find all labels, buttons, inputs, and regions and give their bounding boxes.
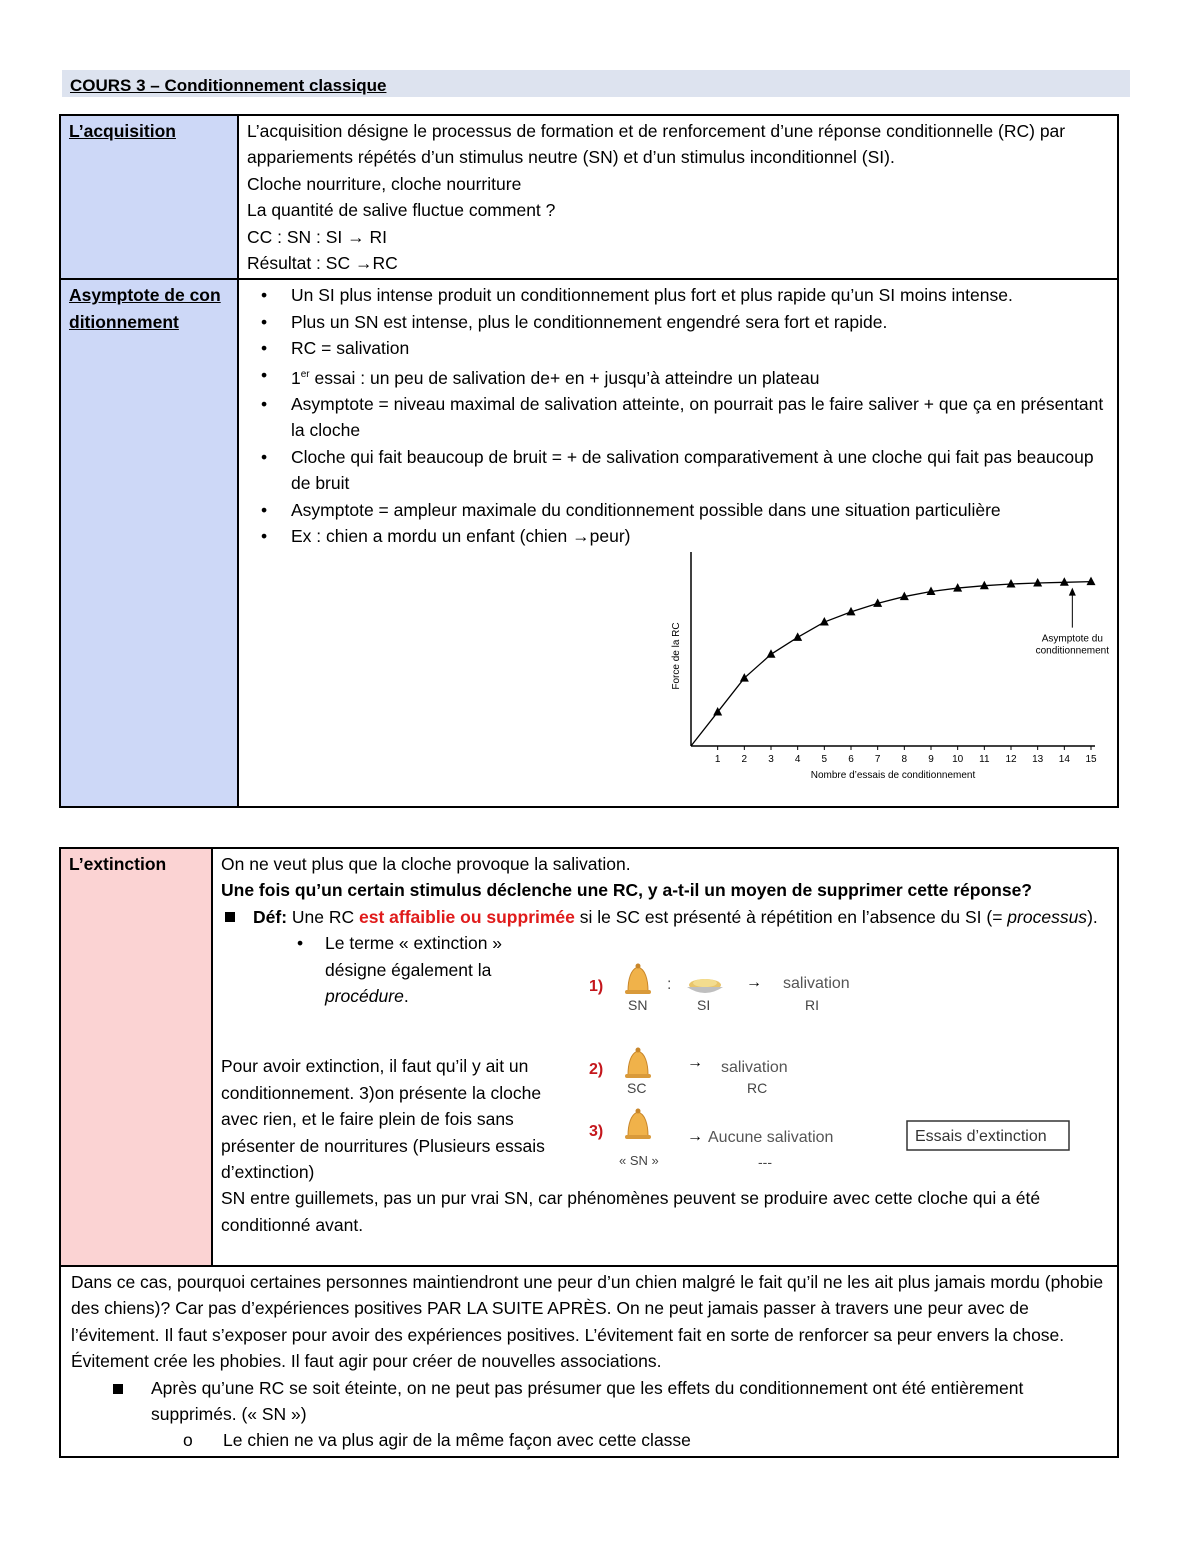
list-item: • Un SI plus intense produit un conditionnement plus fort et plus rapide qu’un SI moins intense. — [291, 282, 1109, 308]
page-title: COURS 3 – Conditionnement classique — [70, 76, 387, 95]
bottom-paragraph: Dans ce cas, pourquoi certaines personnes maintiendront une peur d’un chien malgré le fait qu’il ne les ait plus jamais mordu (phobie des chiens)? Car pas d’expériences positives PAR LA SUITE APRÈS. On ne peut jamais passer à travers une peur avec de l’évitement. Il faut s’exposer pour avoir des expériences positives. L’évitement fait en sorte de renforcer sa peur envers la chose. Évitement crée les phobies. Il faut agir pour créer de nouvelles associations. — [71, 1272, 1104, 1372]
acquisition-content — [238, 115, 1118, 279]
x-tick-label: 11 — [979, 754, 990, 766]
acquisition-label: L’acquisition — [60, 115, 238, 279]
x-tick-label: 6 — [848, 754, 854, 766]
salivation-2: salivation — [721, 1059, 788, 1076]
aucune-salivation: Aucune salivation — [708, 1129, 834, 1146]
extinction-line1: On ne veut plus que la cloche provoque la salivation. — [221, 854, 631, 874]
arrow-3: → — [687, 1128, 703, 1145]
bullet-icon: • — [297, 933, 304, 954]
x-tick-label: 15 — [1085, 754, 1097, 766]
colon: : — [667, 976, 672, 993]
bell-icon — [625, 1048, 651, 1079]
x-tick-label: 7 — [874, 754, 881, 766]
extinction-label: L’extinction — [60, 848, 212, 1266]
x-tick-label: 4 — [794, 754, 801, 766]
sc-caption: SC — [627, 1080, 647, 1096]
definition — [221, 904, 1109, 930]
bell-icon — [625, 1109, 651, 1140]
bottom-cell — [60, 1266, 1118, 1457]
x-tick-label: 10 — [952, 754, 964, 766]
bottom-bullet — [71, 1375, 1107, 1428]
data-point — [740, 674, 749, 683]
acquisition-line: L’acquisition désigne le processus de formation et de renforcement d’une réponse conditionnelle (RC) par appariements répétés d’un stimulus neutre (SN) et d’un stimulus inconditionnel (SI). — [247, 121, 1066, 168]
list-item: • Asymptote = ampleur maximale du conditionnement possible dans une situation particulière — [291, 497, 1109, 523]
x-tick-label: 1 — [714, 754, 721, 766]
circle-bullet-icon: o — [183, 1430, 193, 1451]
first-num: 1 — [291, 367, 301, 388]
chart-group — [671, 552, 1109, 781]
food-bowl-icon — [687, 979, 723, 993]
arrow-2: → — [687, 1054, 703, 1071]
list-item — [291, 362, 1109, 391]
dash-caption: --- — [758, 1154, 772, 1170]
asymptote-content — [238, 279, 1118, 807]
data-point — [767, 650, 776, 659]
step-3-number: 3) — [589, 1123, 604, 1140]
def-italic: processus — [1007, 906, 1088, 927]
term-italic: procédure — [325, 986, 404, 1007]
x-tick-label: 3 — [768, 754, 774, 766]
acquisition-line: La quantité de salive fluctue comment ? — [247, 200, 556, 221]
extinction-content — [212, 848, 1118, 1266]
term-pre: Le terme « extinction » désigne également la — [325, 933, 503, 980]
list-item: • RC = salivation — [291, 335, 1109, 361]
square-bullet-icon — [113, 1384, 123, 1394]
x-tick-label: 8 — [901, 754, 908, 766]
first-sup: er — [300, 368, 310, 380]
extinction-last: SN entre guillemets, pas un pur vrai SN, car phénomènes peuvent se produire avec cette cloche qui a été conditionné avant. — [221, 1188, 1041, 1235]
list-item: • Asymptote = niveau maximal de salivation atteinte, on pourrait pas le faire saliver + que ça en présentant la cloche — [291, 391, 1109, 444]
x-tick-label: 9 — [928, 754, 934, 766]
term-item — [297, 930, 555, 1009]
x-tick-label: 5 — [821, 754, 828, 766]
data-point — [1060, 578, 1069, 587]
acquisition-line: CC : SN : SI → RI — [247, 226, 388, 247]
series-line — [691, 582, 1091, 746]
x-tick-label: 2 — [741, 754, 748, 766]
annotation-arrowhead — [1069, 588, 1076, 596]
list-item: • Plus un SN est intense, plus le conditionnement engendré sera fort et rapide. — [291, 309, 1109, 335]
square-bullet-icon — [225, 912, 235, 922]
annotation-text: Asymptote du — [1041, 634, 1103, 646]
x-tick-label: 12 — [1005, 754, 1017, 766]
ri-caption: RI — [805, 997, 819, 1013]
extinction-trials-label: Essais d’extinction — [915, 1128, 1047, 1145]
first-trial-text: essai : un peu de salivation de+ en + jusqu’à atteindre un plateau — [314, 367, 820, 388]
acquisition-table — [59, 114, 1119, 808]
def-post: si le SC est présenté à répétition en l’absence du SI (= — [574, 906, 1008, 927]
asymptote-label: Asymptote de conditionnement — [60, 279, 238, 807]
arrow-1: → — [746, 974, 762, 991]
bottom-sub-item — [71, 1427, 1107, 1453]
salivation-1: salivation — [783, 975, 850, 992]
sn-quoted-caption: « SN » — [619, 1153, 659, 1168]
bottom-sub-text: Le chien ne va plus agir de la même façon avec cette classe — [223, 1430, 691, 1451]
extinction-para: Pour avoir extinction, il faut qu’il y ait un conditionnement. 3)on présente la cloche avec rien, et le faire plein de fois sans présenter de nourritures (Plusieurs essais d’extinction) — [221, 1056, 545, 1183]
data-point — [1033, 578, 1042, 587]
acquisition-line: Résultat : SC →RC — [247, 253, 398, 274]
extinction-diagram — [583, 957, 1123, 1187]
def-pre: Une RC — [287, 906, 359, 927]
def-label: Déf: — [253, 906, 288, 927]
acquisition-line: Cloche nourriture, cloche nourriture — [247, 173, 522, 194]
title-bar — [62, 70, 1130, 97]
acquisition-curve-chart — [661, 552, 1121, 792]
y-axis-label: Force de la RC — [671, 622, 682, 691]
extinction-question: Une fois qu’un certain stimulus déclenche une RC, y a-t-il un moyen de supprimer cette réponse? — [221, 880, 1032, 901]
list-item: • Ex : chien a mordu un enfant (chien →peur) — [291, 523, 1109, 549]
step-2-number: 2) — [589, 1061, 604, 1078]
step-1-number: 1) — [589, 978, 604, 995]
x-tick-label: 14 — [1058, 754, 1070, 766]
rc-caption: RC — [747, 1080, 768, 1096]
sn-caption: SN — [628, 997, 648, 1013]
def-end: ). — [1087, 906, 1098, 927]
asymptote-list — [247, 282, 1109, 549]
bottom-bullet-text: Après qu’une RC se soit éteinte, on ne peut pas présumer que les effets du conditionnement ont été entièrement supprimés. (« SN ») — [151, 1377, 1024, 1425]
annotation-text: conditionnement — [1035, 646, 1110, 658]
list-item: • Cloche qui fait beaucoup de bruit = + de salivation comparativement à une cloche qui fait pas beaucoup de bruit — [291, 444, 1109, 497]
term-end: . — [403, 986, 409, 1007]
si-caption: SI — [697, 997, 711, 1013]
x-axis-label: Nombre d’essais de conditionnement — [810, 770, 976, 782]
def-red: est affaiblie ou supprimée — [359, 906, 575, 927]
data-point — [1087, 577, 1096, 586]
extinction-table — [59, 847, 1119, 1458]
data-point — [793, 633, 802, 642]
x-tick-label: 13 — [1032, 754, 1044, 766]
bell-icon — [625, 964, 651, 995]
